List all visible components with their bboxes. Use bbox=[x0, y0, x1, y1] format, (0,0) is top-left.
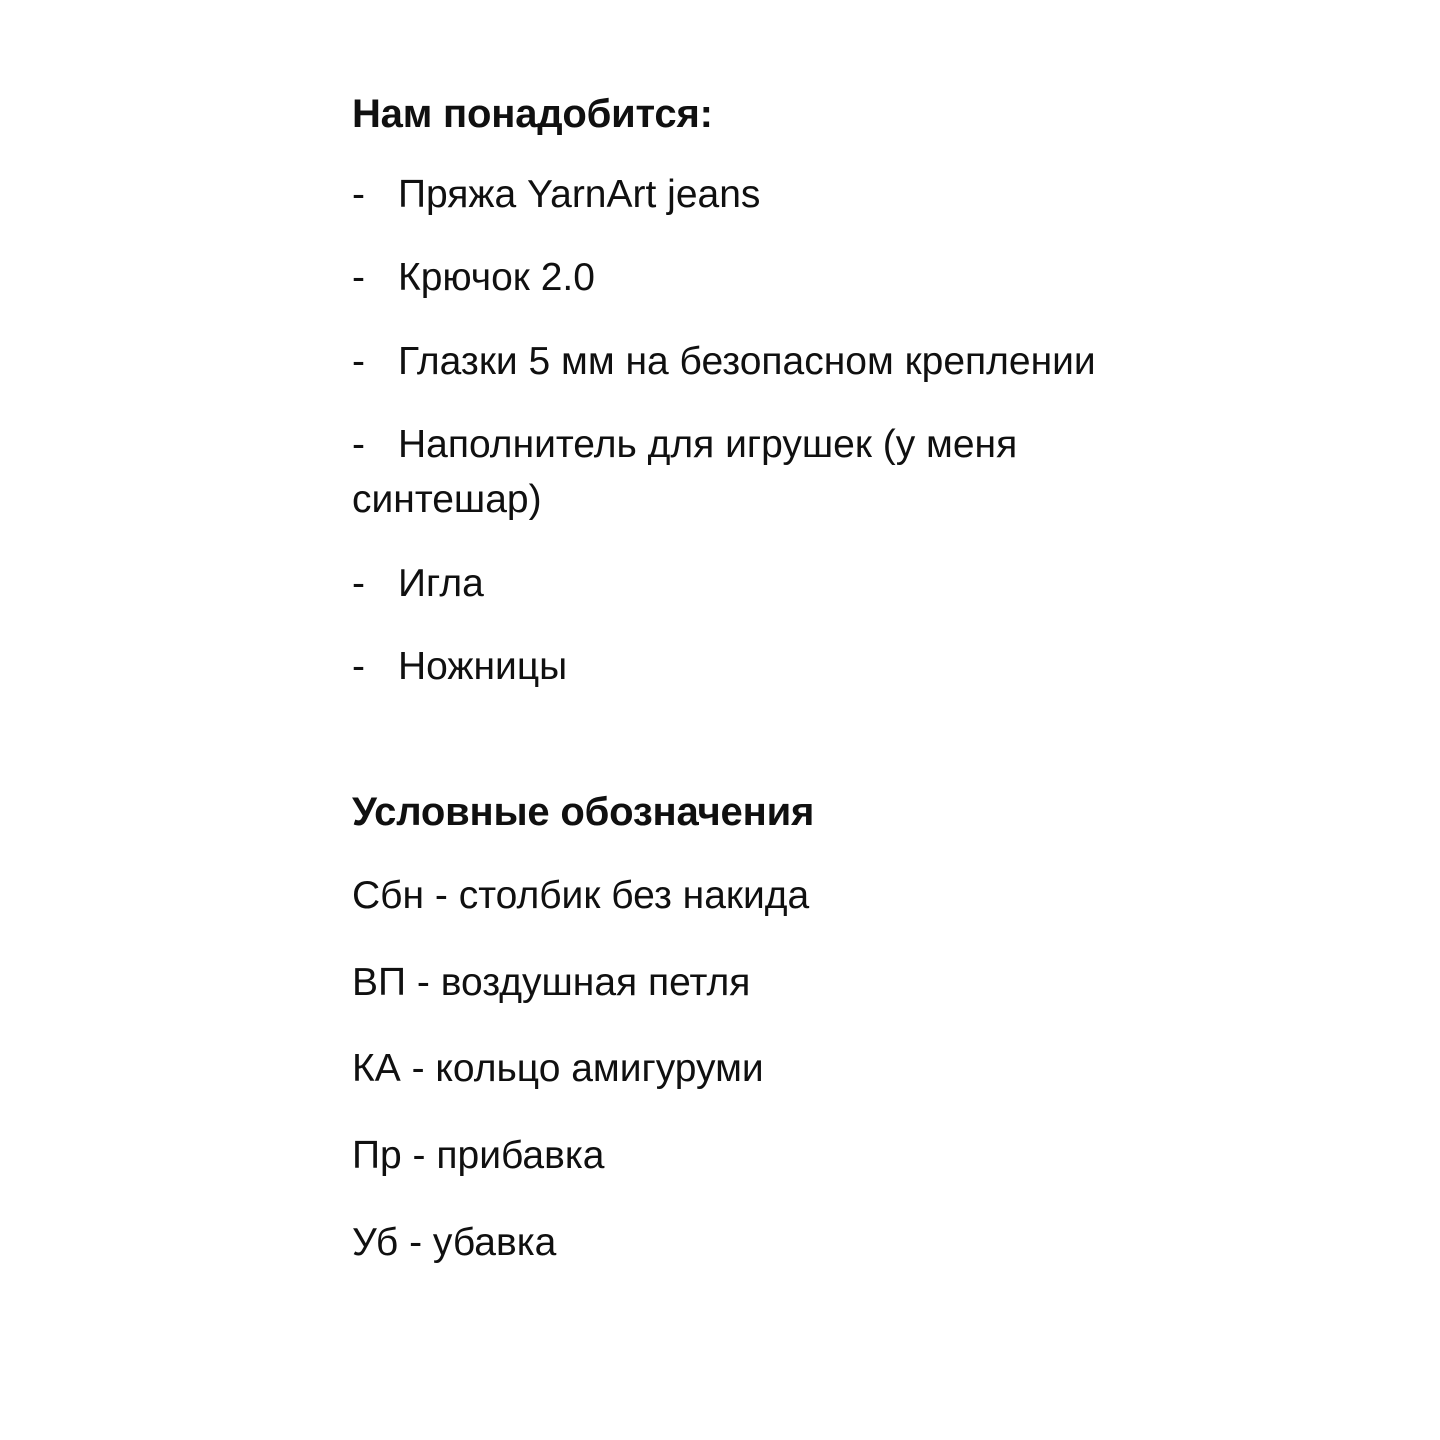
bullet-dash: - bbox=[352, 172, 365, 216]
list-item-label: Наполнитель для игрушек (у меня синтешар) bbox=[352, 422, 1018, 522]
bullet-dash: - bbox=[352, 422, 365, 466]
abbreviations-heading: Условные обозначения bbox=[352, 790, 815, 835]
list-item: ВП - воздушная петля bbox=[352, 960, 751, 1004]
list-item bbox=[352, 250, 1110, 305]
bullet-dash: - bbox=[352, 561, 365, 605]
list-item bbox=[352, 167, 1110, 222]
list-item-label: Игла bbox=[398, 561, 484, 605]
list-item bbox=[352, 556, 1110, 611]
list-item bbox=[352, 417, 1110, 528]
bullet-dash: - bbox=[352, 645, 365, 689]
materials-section bbox=[352, 88, 1110, 694]
section-spacer bbox=[352, 722, 1110, 786]
list-item-label: Ножницы bbox=[398, 645, 568, 689]
abbreviations-section bbox=[352, 786, 1110, 1270]
list-item: Уб - убавка bbox=[352, 1220, 557, 1264]
materials-list bbox=[352, 167, 1110, 695]
materials-heading: Нам понадобится: bbox=[352, 92, 713, 136]
bullet-dash: - bbox=[352, 256, 365, 300]
list-item-label: Пряжа YarnArt jeans bbox=[398, 172, 761, 216]
list-item: КА - кольцо амигуруми bbox=[352, 1047, 764, 1091]
list-item: Пр - прибавка bbox=[352, 1134, 605, 1177]
list-item: Сбн - столбик без накида bbox=[352, 874, 810, 918]
abbreviations-list bbox=[352, 869, 1110, 1270]
list-item-label: Глазки 5 мм на безопасном креплении bbox=[398, 339, 1096, 383]
bullet-dash: - bbox=[352, 339, 365, 383]
list-item-label: Крючок 2.0 bbox=[398, 256, 595, 300]
list-item bbox=[352, 639, 1110, 694]
list-item bbox=[352, 334, 1110, 389]
